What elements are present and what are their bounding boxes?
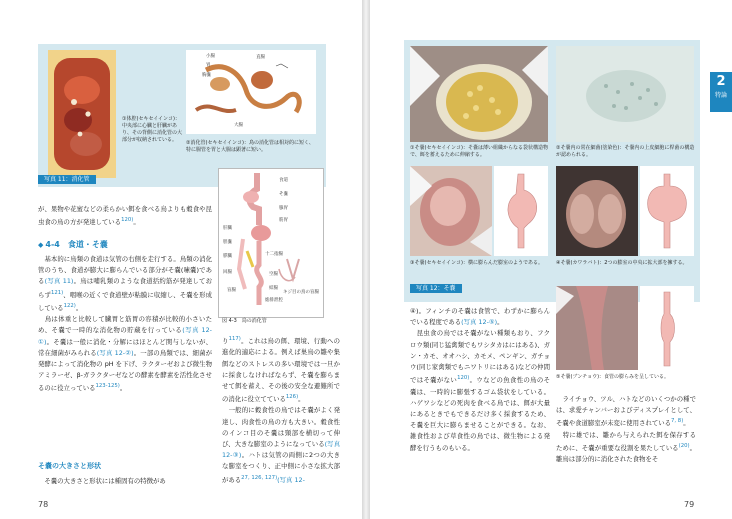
crop-side-shape	[494, 166, 548, 256]
crop-pigeon-image	[556, 166, 638, 256]
diagram-label-pancreas: 膵臓	[223, 254, 232, 259]
right-caption-5: ⑤そ嚢(ブンチョウ)：食管の膨らみを呈している。	[556, 374, 670, 380]
diagram-label-duodenum: 十二指腸	[265, 252, 283, 257]
para-crop-size: そ嚢の大きさと形状には種固有の特徴があ	[44, 477, 166, 485]
right-page	[370, 0, 732, 519]
photo-body-cavity	[48, 50, 116, 178]
crop-side-image	[410, 166, 492, 256]
figure-digestive-diagram	[218, 168, 324, 318]
bacteria-micrograph	[556, 46, 694, 142]
para-top: が、果物や花蜜などの柔らかい餌を食べる鳥よりも穀食や昆虫食の鳥の方が発達している$^{120)}$。	[38, 205, 212, 227]
right-caption-2: ②そ嚢内の常在細菌(塗染色)：そ嚢内の上皮細胞に桿菌の構造が認められる。	[556, 145, 695, 158]
shape-crop-pigeon	[640, 166, 694, 256]
right-para-left-column: ④)。フィンチのそ嚢は食管で、わずかに膨らんでいる程度である(写真 12-⑤)。 昆虫食の鳥ではそ嚢がない種類もおり、フクロウ類(同じ猛禽類でもワシタカはにはある)、ガン・カモ、オオハシ、カモメ、ペンギン、ガチョウ(同じ家禽類でもニワトリにはある)などの仲間ではそ嚢がない$^{120)}$。ウなどの魚食性の鳥のそ嚢は、一時的に膨張するゴム袋状をしている。ハゲワシなどの死肉を食べる鳥では、餌が大量にあるときでもできるだけ多く採食するため、そ嚢を巨大に膨らませることができる。なお、雑食性および草食性の鳥では、微生物による発酵を行うものもいる。	[410, 307, 551, 452]
chapter-label: 特論	[714, 92, 727, 99]
crop-budgie-image	[410, 46, 548, 142]
right-caption-4: ④そ嚢(カワラバト)：2つの膨室の中央に拡大部を擁する。	[556, 260, 688, 266]
photo-crop-pigeon	[556, 166, 638, 256]
photo-digestive-tract	[186, 50, 316, 134]
dissection-image	[48, 50, 116, 178]
label-crop: 胸嚢	[202, 73, 211, 78]
photo-crop-side	[410, 166, 492, 256]
chapter-number: 2	[716, 74, 726, 89]
para-section-1: 基本的に鳥類の食道は気管の右側を走行する。鳥類の消化管のうち、食道が膨大に膨らんでいる部分がそ嚢(嗉嚢)である(写真 11)。鳥は哺乳類のような食道括約筋が発達しておらず$^{121)}$、咽喉の近くで食道壁が粘膜に収縮し、そ嚢を形成している$^{122)}$。 鳥は体重と比較して臓胃と筋胃の容積が比較的小さいため、そ嚢で一時的な消化物の貯蔵を行っている(写真 12-①)。そ嚢は一般に消化・分解にはほとんど関与しないが、常在細菌がみられる(写真 12-②)。一部の鳥類では、細菌が発酵によって消化物の pH を下げ、ラクターゼおよび微生物アミラーゼ、β-ガラクターゼなどの酵素を酵素を活性化させるのに役立っている$^{123-125)}$。	[38, 255, 213, 393]
photo-title-12: 写真 12：そ嚢	[410, 284, 462, 293]
chapter-tab	[710, 72, 732, 112]
diagram-label-colon: 結腸	[269, 286, 278, 291]
subheading-crop-size: そ嚢の大きさと形状	[38, 462, 101, 470]
shape-crop-finch	[640, 286, 694, 370]
diagram-label-crop: そ嚢	[279, 192, 288, 197]
caption-3: 図 4-3 鳥の消化管	[222, 318, 267, 324]
para-middle-column: り$^{117)}$。これは鳥の餌、環境、行動への進化的適応による。例えば巣鳥の雛や集餌などのストレスの多い環境では一旦かに採食しなければならず、そ嚢を膨らませて餌を蓄え、その後の安全な避難所での消化に役立てている$^{126)}$。 一般的に穀食性の鳥ではそ嚢がよく発達し、肉食性の鳥の方も大きい。穀食性のインコ目のそ嚢は頸部を横切って伸び、大きな膨室のようになっている(写真 12-③)。ハトは気管の両側に2つの大きな膨室をつくり、正中側に小さな拡大部がある$^{27, 126, 127)}$(写真 12-	[222, 336, 341, 484]
section-heading: ◆ 4-4 食道・そ嚢	[38, 240, 108, 249]
diagram-label-gizzard: 筋胃	[279, 218, 288, 223]
diagram-label-cecum: 盲腸	[227, 288, 236, 293]
diagram-label-ileum: 回腸	[223, 270, 232, 275]
caption-2: ②消化管(セキセイインコ)：鳥の消化管は相対的に短く、特に腸管を胃と大腸は顕著に短い。	[186, 140, 314, 153]
left-page	[0, 0, 362, 519]
diagram-label-cloaca: 総排泄腔	[265, 298, 283, 303]
right-para-right-column: ライチョウ、ツル、ハトなどのいくつかの種では、求愛チャンバーおよびディスプレイとして、そ嚢や食道膨室が未変に使用されている$^{7, 8)}$。 特に雄では、雛から与えられた餌を保存するために、そ嚢が重要な役割を果たしている$^{(20)}$。雛鳥は部分的に消化された食物をそ	[556, 395, 697, 464]
crop-pigeon-shape	[640, 166, 694, 256]
photo-crop-finch	[556, 286, 638, 370]
book-gutter	[362, 0, 370, 519]
photo-crop-bacteria	[556, 46, 694, 142]
crop-finch-shape	[640, 286, 694, 370]
diagram-label-esophagus: 食道	[279, 178, 288, 183]
label-stomach: 胃	[206, 63, 211, 68]
diagram-label-liver: 肝臓	[223, 226, 232, 231]
diagram-label-proventriculus: 腺胃	[279, 206, 288, 211]
right-caption-3: ③そ嚢(セキセイインコ)：横に膨らんだ膨室のようである。	[410, 260, 543, 266]
diagram-label-jejunum: 空腸	[269, 272, 278, 277]
photo-crop-budgie	[410, 46, 548, 142]
crop-finch-image	[556, 286, 638, 370]
label-rectum: 直腸	[256, 55, 265, 60]
caption-1: ①体腔(セキセイインコ)：中央部に心臓と肝臓があり、その背側に消化管の大部分が収納されている。	[122, 116, 183, 143]
right-caption-1: ①そ嚢(セキセイインコ)：そ嚢は薄い組織からなる袋状構造物で、餌を蓄えるために伸縮する。	[410, 145, 548, 158]
label-small-intestine: 小腸	[206, 54, 215, 59]
diagram-label-galliform-cecum: キジ目の鳥の盲腸	[283, 290, 319, 295]
diagram-label-gallbladder: 胆嚢	[223, 240, 232, 245]
shape-crop-side	[494, 166, 548, 256]
label-large-intestine: 大腸	[234, 123, 243, 128]
page-number-left: 78	[38, 500, 49, 509]
photo-title-11: 写真 11：消化管	[38, 175, 96, 184]
page-number-right: 79	[684, 500, 695, 509]
